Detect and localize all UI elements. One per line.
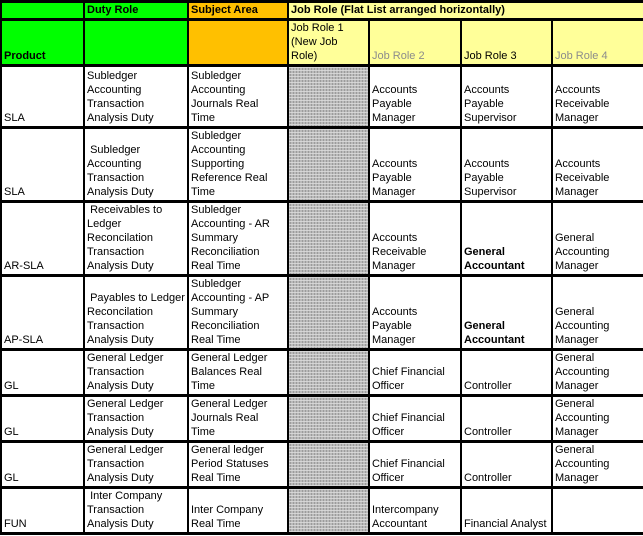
duty-role-cell[interactable]: General Ledger Transaction Analysis Duty <box>84 396 188 442</box>
job-role-4-cell[interactable] <box>552 488 643 534</box>
product-cell[interactable]: GL <box>1 396 84 442</box>
job-role-3-cell[interactable]: Accounts Payable Supervisor <box>461 66 552 128</box>
duty-role-cell[interactable]: Inter Company Transaction Analysis Duty <box>84 488 188 534</box>
job-role-1-cell[interactable] <box>288 350 369 396</box>
job-role-2-cell[interactable]: Accounts Payable Manager <box>369 276 461 350</box>
subject-area-header-spacer[interactable] <box>188 20 288 66</box>
job-role-2-cell[interactable]: Accounts Payable Manager <box>369 66 461 128</box>
job-role-1-cell[interactable] <box>288 128 369 202</box>
job-role-3-cell[interactable]: Controller <box>461 442 552 488</box>
job-role-3-cell[interactable]: Controller <box>461 396 552 442</box>
subject-area-cell[interactable]: Subledger Accounting - AR Summary Reconciliation Real Time <box>188 202 288 276</box>
subject-area-header[interactable]: Subject Area <box>188 2 288 20</box>
subject-area-cell[interactable]: Inter Company Real Time <box>188 488 288 534</box>
job-role-4-cell[interactable]: General Accounting Manager <box>552 350 643 396</box>
product-cell[interactable]: GL <box>1 442 84 488</box>
subject-area-cell[interactable]: Subledger Accounting Journals Real Time <box>188 66 288 128</box>
job-role-1-cell[interactable] <box>288 276 369 350</box>
duty-role-header[interactable]: Duty Role <box>84 2 188 20</box>
job-role-3-cell[interactable]: Controller <box>461 350 552 396</box>
job-role-2-cell[interactable]: Chief Financial Officer <box>369 442 461 488</box>
table-row <box>1 350 643 396</box>
table-row <box>1 488 643 534</box>
table-row <box>1 202 643 276</box>
table-row <box>1 276 643 350</box>
job-role-2-cell[interactable]: Accounts Payable Manager <box>369 128 461 202</box>
duty-role-cell[interactable]: General Ledger Transaction Analysis Duty <box>84 350 188 396</box>
duty-role-header-spacer[interactable] <box>84 20 188 66</box>
job-role-1-cell[interactable] <box>288 396 369 442</box>
product-cell[interactable]: SLA <box>1 66 84 128</box>
product-cell[interactable]: FUN <box>1 488 84 534</box>
corner-cell[interactable] <box>1 2 84 20</box>
duty-role-cell[interactable]: General Ledger Transaction Analysis Duty <box>84 442 188 488</box>
product-cell[interactable]: SLA <box>1 128 84 202</box>
job-role-4-cell[interactable]: Accounts Receivable Manager <box>552 66 643 128</box>
subject-area-cell[interactable]: General Ledger Journals Real Time <box>188 396 288 442</box>
job-role-4-header[interactable]: Job Role 4 <box>552 20 643 66</box>
duty-role-cell[interactable]: Subledger Accounting Transaction Analysis Duty <box>84 128 188 202</box>
job-role-3-cell[interactable]: Financial Analyst <box>461 488 552 534</box>
job-role-3-cell[interactable]: General Accountant <box>461 276 552 350</box>
job-role-1-cell[interactable] <box>288 202 369 276</box>
job-role-group-header[interactable]: Job Role (Flat List arranged horizontally) <box>288 2 643 20</box>
job-role-2-cell[interactable]: Chief Financial Officer <box>369 396 461 442</box>
table-row <box>1 66 643 128</box>
duty-role-cell[interactable]: Subledger Accounting Transaction Analysis Duty <box>84 66 188 128</box>
product-cell[interactable]: AP-SLA <box>1 276 84 350</box>
job-role-1-cell[interactable] <box>288 66 369 128</box>
table-row <box>1 396 643 442</box>
header-row-1 <box>1 2 643 20</box>
table-row <box>1 442 643 488</box>
product-cell[interactable]: AR-SLA <box>1 202 84 276</box>
product-cell[interactable]: GL <box>1 350 84 396</box>
job-role-1-header[interactable]: Job Role 1 (New Job Role) <box>288 20 369 66</box>
job-role-3-cell[interactable]: Accounts Payable Supervisor <box>461 128 552 202</box>
header-row-2 <box>1 20 643 66</box>
subject-area-cell[interactable]: General Ledger Balances Real Time <box>188 350 288 396</box>
job-role-2-cell[interactable]: Chief Financial Officer <box>369 350 461 396</box>
job-role-4-cell[interactable]: Accounts Receivable Manager <box>552 128 643 202</box>
job-role-4-cell[interactable]: General Accounting Manager <box>552 442 643 488</box>
job-role-2-cell[interactable]: Accounts Receivable Manager <box>369 202 461 276</box>
job-role-1-cell[interactable] <box>288 442 369 488</box>
job-role-2-cell[interactable]: Intercompany Accountant <box>369 488 461 534</box>
table-row <box>1 128 643 202</box>
subject-area-cell[interactable]: Subledger Accounting - AP Summary Reconciliation Real Time <box>188 276 288 350</box>
duty-role-cell[interactable]: Receivables to Ledger Reconcilation Transaction Analysis Duty <box>84 202 188 276</box>
job-role-4-cell[interactable]: General Accounting Manager <box>552 202 643 276</box>
job-role-3-header[interactable]: Job Role 3 <box>461 20 552 66</box>
subject-area-cell[interactable]: General ledger Period Statuses Real Time <box>188 442 288 488</box>
job-role-4-cell[interactable]: General Accounting Manager <box>552 396 643 442</box>
duty-role-cell[interactable]: Payables to Ledger Reconcilation Transaction Analysis Duty <box>84 276 188 350</box>
job-role-4-cell[interactable]: General Accounting Manager <box>552 276 643 350</box>
job-role-2-header[interactable]: Job Role 2 <box>369 20 461 66</box>
job-role-3-cell[interactable]: General Accountant <box>461 202 552 276</box>
product-header[interactable]: Product <box>1 20 84 66</box>
subject-area-cell[interactable]: Subledger Accounting Supporting Reference Real Time <box>188 128 288 202</box>
job-role-1-cell[interactable] <box>288 488 369 534</box>
